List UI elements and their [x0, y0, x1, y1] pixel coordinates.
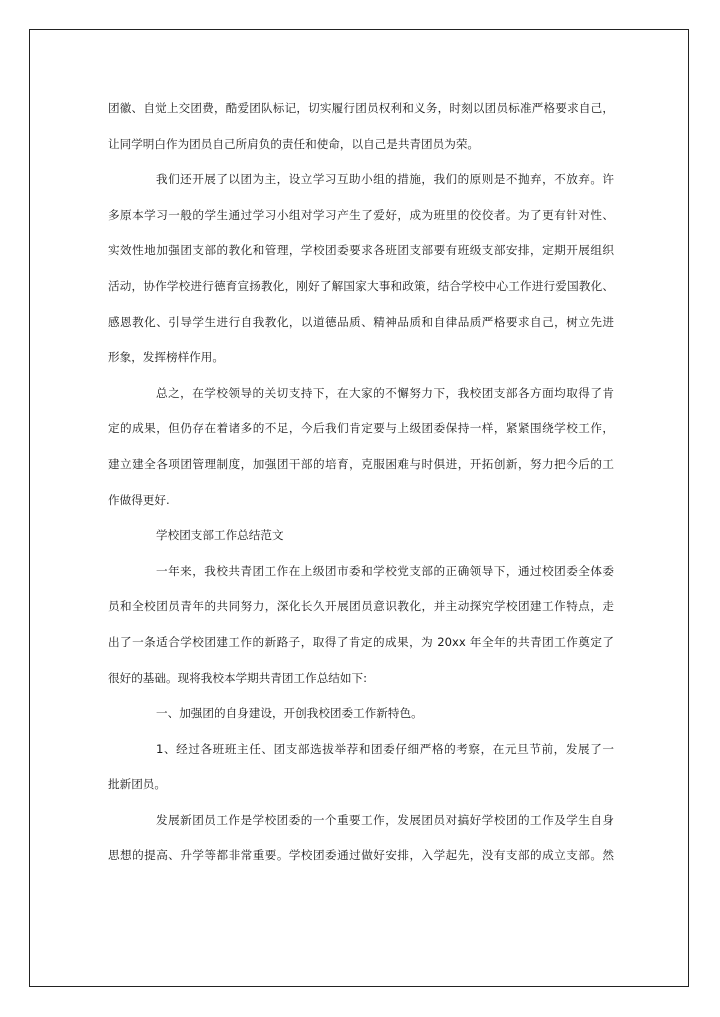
section-title: 学校团支部工作总结范文 — [156, 528, 284, 543]
text-line: 思想的提高、升学等都非常重要。学校团委通过做好安排，入学起先，没有支部的成立支部。然 — [108, 848, 614, 863]
paragraph-start-line: 总之，在学校领导的关切支持下，在大家的不懈努力下，我校团支部各方面均取得了肯 — [156, 385, 614, 400]
text-line: 形象，发挥榜样作用。 — [108, 350, 224, 365]
text-line: 多原本学习一般的学生通过学习小组对学习产生了爱好，成为班里的佼佼者。为了更有针对性、 — [108, 207, 614, 222]
text-line: 实效性地加强团支部的教化和管理，学校团委要求各班团支部要有班级支部安排，定期开展组织 — [108, 243, 614, 258]
text-line: 批新团员。 — [108, 777, 166, 792]
text-line: 建立建全各项团管理制度，加强团干部的培育，克服困难与时俱进，开拓创新，努力把今后的工 — [108, 456, 614, 471]
text-line: 出了一条适合学校团建工作的新路子，取得了肯定的成果，为 20xx 年全年的共青团工作奠定了 — [108, 634, 614, 649]
paragraph-start-line: 一年来，我校共青团工作在上级团市委和学校党支部的正确领导下，通过校团委全体委 — [156, 563, 614, 578]
heading-line: 一、加强团的自身建设，开创我校团委工作新特色。 — [156, 706, 423, 721]
document-body — [108, 91, 614, 874]
paragraph-start-line: 发展新团员工作是学校团委的一个重要工作，发展团员对搞好学校团的工作及学生自身 — [156, 812, 614, 827]
paragraph-start-line: 1、经过各班班主任、团支部选拔举荐和团委仔细严格的考察，在元旦节前，发展了一 — [156, 741, 614, 756]
text-line: 定的成果，但仍存在着诸多的不足，今后我们肯定要与上级团委保持一样，紧紧围绕学校工作， — [108, 421, 614, 436]
text-line: 感恩教化、引导学生进行自我教化，以道德品质、精神品质和自律品质严格要求自己，树立先进 — [108, 314, 614, 329]
text-line: 很好的基础。现将我校本学期共青团工作总结如下: — [108, 670, 367, 685]
text-line: 让同学明白作为团员自己所肩负的责任和使命，以自己是共青团员为荣。 — [108, 136, 480, 151]
paragraph-start-line: 我们还开展了以团为主，设立学习互助小组的措施，我们的原则是不抛弃，不放弃。许 — [156, 172, 614, 187]
text-line: 作做得更好. — [108, 492, 170, 507]
text-line: 团徽、自觉上交团费，酷爱团队标记，切实履行团员权利和义务，时刻以团员标准严格要求自己， — [108, 101, 614, 115]
text-line: 活动，协作学校进行德育宣扬教化，刚好了解国家大事和政策，结合学校中心工作进行爱国教化、 — [108, 278, 614, 293]
text-line: 员和全校团员青年的共同努力，深化长久开展团员意识教化，并主动探究学校团建工作特点，走 — [108, 599, 614, 614]
